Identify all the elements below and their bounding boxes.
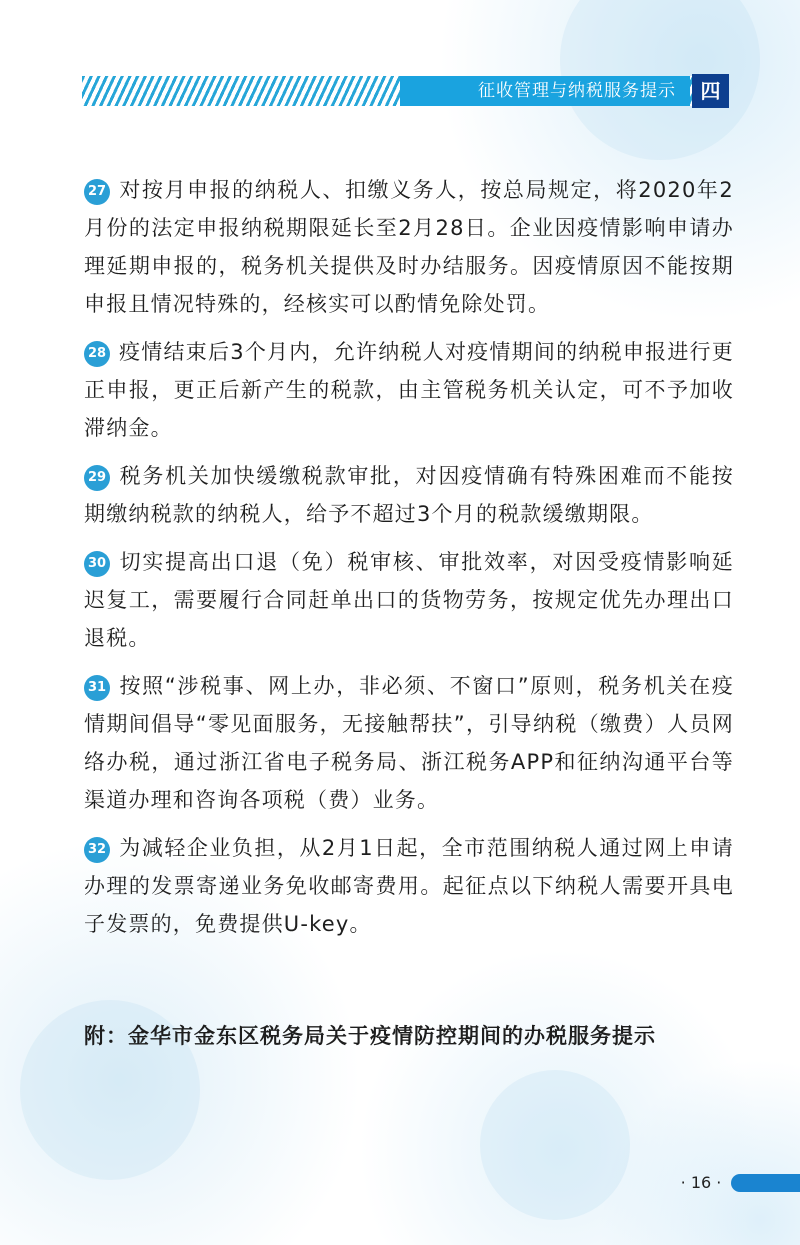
page-number: · 16 · bbox=[680, 1173, 722, 1192]
item-number-badge: 30 bbox=[84, 551, 110, 577]
item-number-badge: 32 bbox=[84, 837, 110, 863]
list-item bbox=[84, 667, 734, 819]
item-number-badge: 31 bbox=[84, 675, 110, 701]
page-tab-decoration bbox=[731, 1174, 800, 1192]
item-text: 对按月申报的纳税人、扣缴义务人，按总局规定，将2020年2月份的法定申报纳税期限延长至2月28日。企业因疫情影响申请办理延期申报的，税务机关提供及时办结服务。因疫情原因不能按期申报且情况特殊的，经核实可以酌情免除处罚。 bbox=[84, 178, 734, 316]
list-item bbox=[84, 829, 734, 943]
list-item bbox=[84, 457, 734, 533]
item-text: 疫情结束后3个月内，允许纳税人对疫情期间的纳税申报进行更正申报，更正后新产生的税款，由主管税务机关认定，可不予加收滞纳金。 bbox=[84, 340, 734, 440]
item-text: 切实提高出口退（免）税审核、审批效率，对因受疫情影响延迟复工，需要履行合同赶单出口的货物劳务，按规定优先办理出口退税。 bbox=[84, 550, 734, 650]
section-title: 征收管理与纳税服务提示 bbox=[400, 76, 690, 106]
tips-list bbox=[84, 171, 734, 953]
section-number-badge: 四 bbox=[692, 74, 729, 108]
item-number-badge: 29 bbox=[84, 465, 110, 491]
list-item bbox=[84, 171, 734, 323]
list-item bbox=[84, 333, 734, 447]
decorative-bokeh bbox=[480, 1070, 630, 1220]
item-text: 为减轻企业负担，从2月1日起，全市范围纳税人通过网上申请办理的发票寄递业务免收邮寄费用。起征点以下纳税人需要开具电子发票的，免费提供U-key。 bbox=[84, 836, 734, 936]
item-number-badge: 28 bbox=[84, 341, 110, 367]
item-text: 税务机关加快缓缴税款审批，对因疫情确有特殊困难而不能按期缴纳税款的纳税人，给予不超过3个月的税款缓缴期限。 bbox=[84, 464, 734, 526]
item-number-badge: 27 bbox=[84, 179, 110, 205]
list-item bbox=[84, 543, 734, 657]
appendix-heading: 附：金华市金东区税务局关于疫情防控期间的办税服务提示 bbox=[84, 1024, 656, 1048]
item-text: 按照“涉税事、网上办，非必须、不窗口”原则，税务机关在疫情期间倡导“零见面服务，无接触帮扶”，引导纳税（缴费）人员网络办税，通过浙江省电子税务局、浙江税务APP和征纳沟通平台等渠道办理和咨询各项税（费）业务。 bbox=[84, 674, 734, 812]
